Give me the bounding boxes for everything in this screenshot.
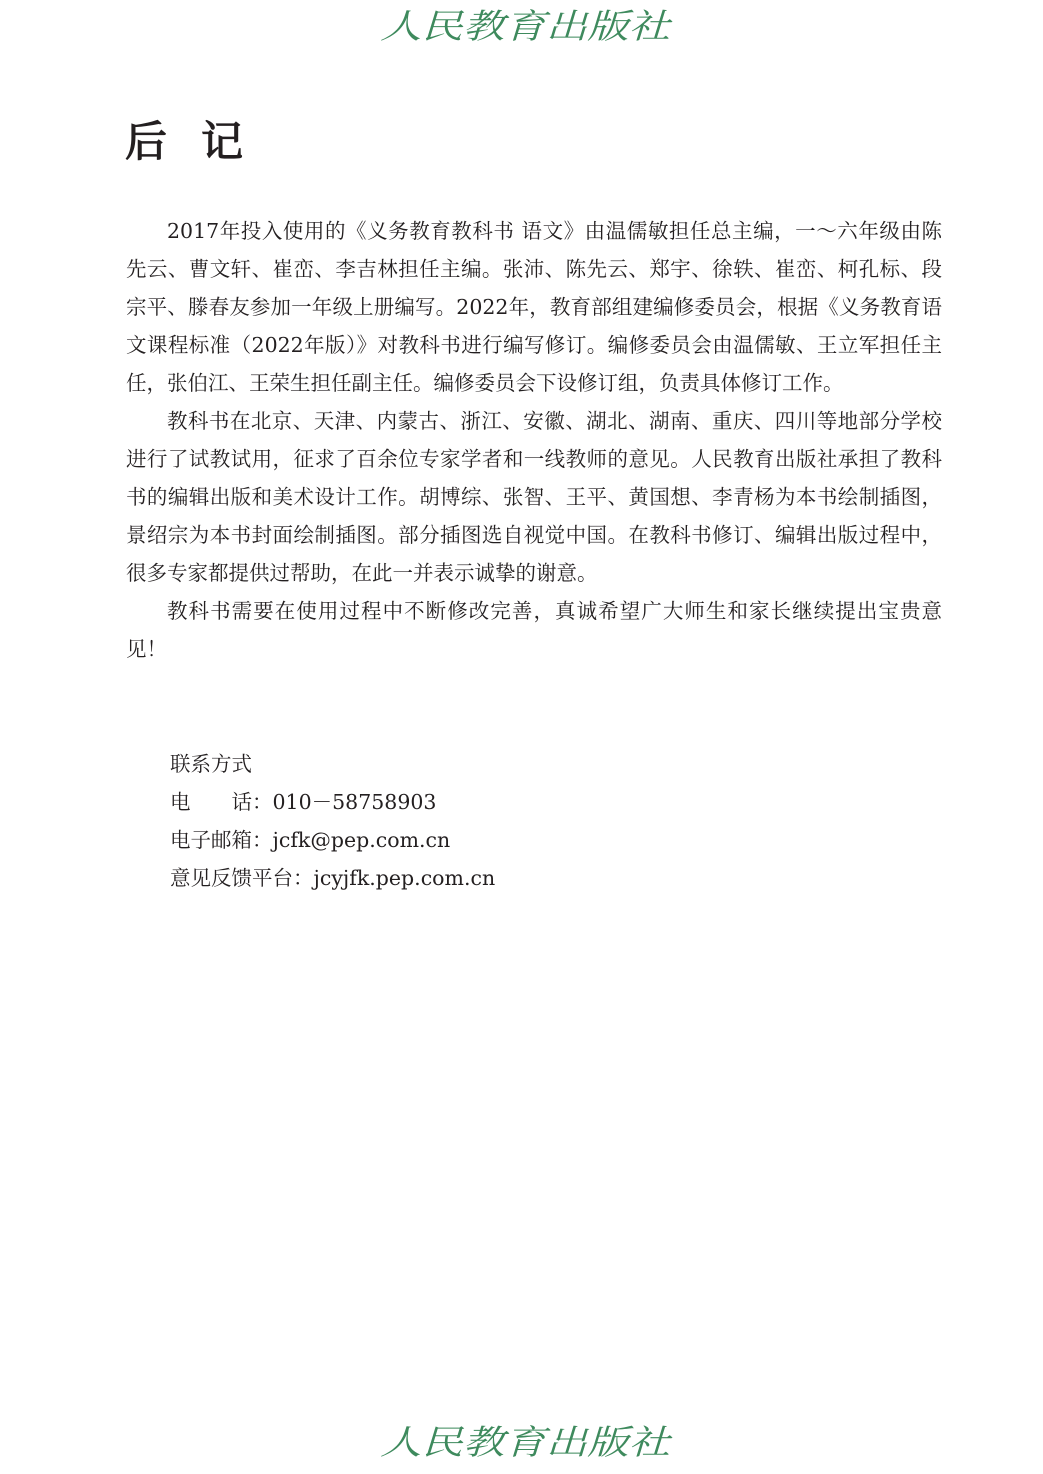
- publisher-logo-text: 人民教育出版社: [380, 1423, 674, 1463]
- publisher-logo-top: [370, 2, 680, 52]
- contact-phone: 电 话：010－58758903: [170, 790, 437, 814]
- paragraph: 教科书在北京、天津、内蒙古、浙江、安徽、湖北、湖南、重庆、四川等地部分学校进行了试教试用，征求了百余位专家学者和一线教师的意见。人民教育出版社承担了教科书的编辑出版和美术设计工作。胡博综、张智、王平、黄国想、李青杨为本书绘制插图，景绍宗为本书封面绘制插图。部分插图选自视觉中国。在教科书修订、编辑出版过程中，很多专家都提供过帮助，在此一并表示诚挚的谢意。: [126, 409, 942, 585]
- page-title: 后记: [125, 117, 278, 166]
- contact-heading: 联系方式: [170, 752, 252, 776]
- publisher-logo-bottom: [370, 1418, 680, 1468]
- publisher-logo-text: 人民教育出版社: [380, 7, 674, 47]
- contact-info: [170, 745, 770, 897]
- contact-feedback-platform: 意见反馈平台：jcyjfk.pep.com.cn: [170, 866, 496, 890]
- paragraph: 2017年投入使用的《义务教育教科书 语文》由温儒敏担任总主编，一～六年级由陈先云、曹文轩、崔峦、李吉林担任主编。张沛、陈先云、郑宇、徐轶、崔峦、柯孔标、段宗平、滕春友参加一年级上册编写。2022年，教育部组建编修委员会，根据《义务教育语文课程标准（2022年版）》对教科书进行编写修订。编修委员会由温儒敏、王立军担任主任，张伯江、王荣生担任副主任。编修委员会下设修订组，负责具体修订工作。: [126, 219, 942, 395]
- paragraph: 教科书需要在使用过程中不断修改完善，真诚希望广大师生和家长继续提出宝贵意见！: [126, 599, 942, 661]
- contact-email: 电子邮箱：jcfk@pep.com.cn: [170, 828, 451, 852]
- afterword-body: [126, 212, 942, 668]
